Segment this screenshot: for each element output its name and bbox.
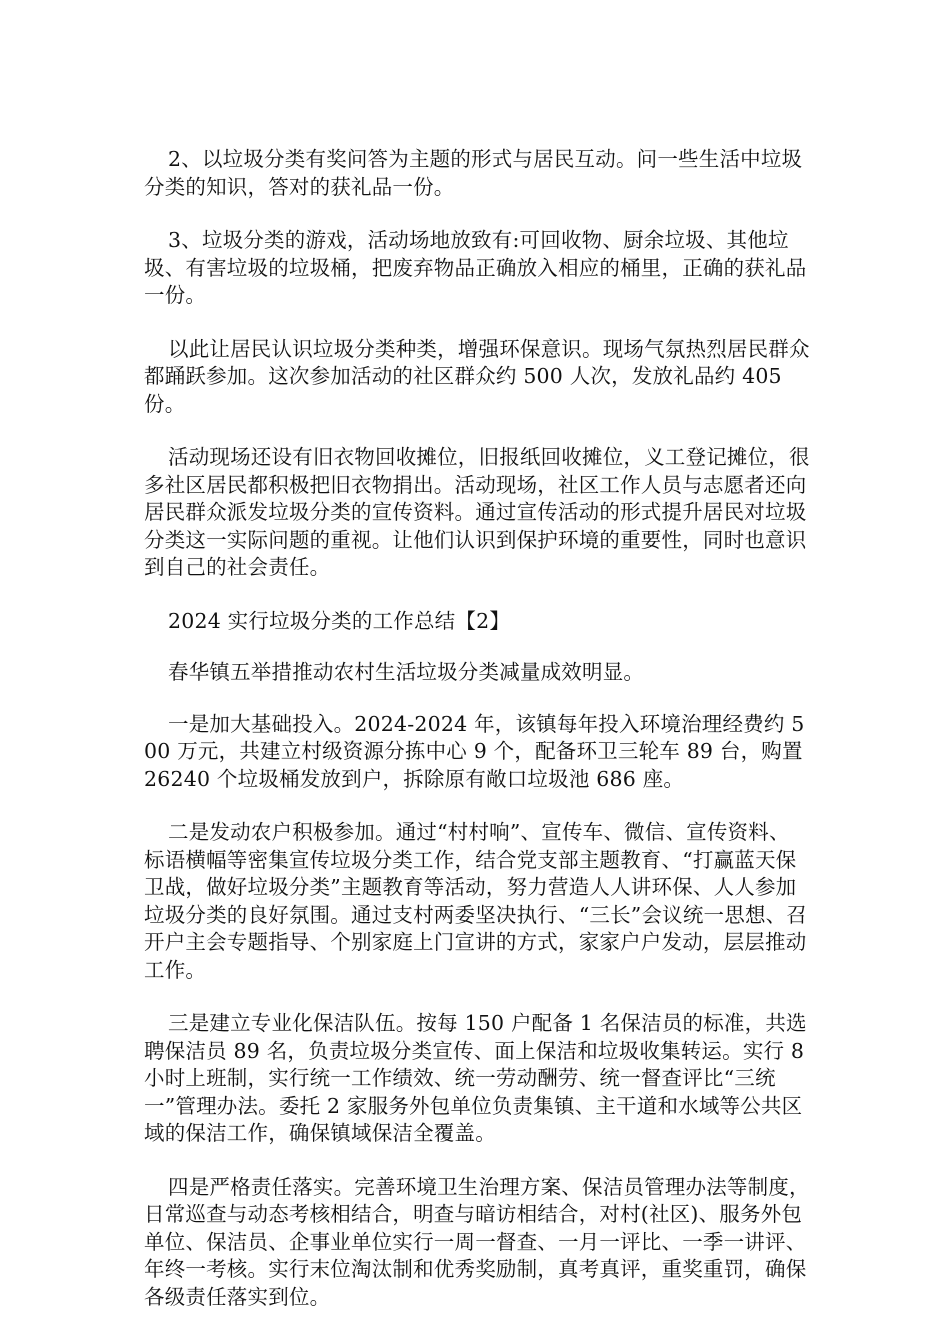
paragraph-sorting-game: 3、垃圾分类的游戏，活动场地放致有:可回收物、厨余垃圾、其他垃圾、有害垃圾的垃圾桶，把废弃物品正确放入相应的桶里，正确的获礼品一份。	[144, 228, 807, 307]
paragraph-recycling-booth: 活动现场还设有旧衣物回收摊位，旧报纸回收摊位，义工登记摊位，很多社区居民都积极把旧衣物捐出。活动现场，社区工作人员与志愿者还向居民群众派发垃圾分类的宣传资料。通过宣传活动的形式提升居民对垃圾分类这一实际问题的重视。让他们认识到保护环境的重要性，同时也意识到自己的社会责任。	[144, 445, 810, 579]
paragraph-measure-four: 四是严格责任落实。完善环境卫生治理方案、保洁员管理办法等制度，日常巡查与动态考核相结合，明查与暗访相结合，对村(社区)、服务外包单位、保洁员、企事业单位实行一周一督查、一月一评比、一季一讲评、年终一考核。实行末位淘汰制和优秀奖励制，真考真评，重奖重罚，确保各级责任落实到位。	[144, 1174, 810, 1309]
paragraph-quiz-activity: 2、以垃圾分类有奖问答为主题的形式与居民互动。问一些生活中垃圾分类的知识，答对的获礼品一份。	[144, 147, 803, 199]
section-heading: 2024 实行垃圾分类的工作总结【2】	[168, 608, 511, 633]
paragraph-measure-two: 二是发动农户积极参加。通过“村村响”、宣传车、微信、宣传资料、标语横幅等密集宣传垃圾分类工作，结合党支部主题教育、“打赢蓝天保卫战，做好垃圾分类”主题教育等活动，努力营造人人讲环保、人人参加垃圾分类的良好氛围。通过支村两委坚决执行、“三长”会议统一思想、召开户主会专题指导、个别家庭上门宣讲的方式，家家户户发动，层层推动工作。	[144, 820, 808, 982]
paragraph-awareness-result: 以此让居民认识垃圾分类种类，增强环保意识。现场气氛热烈居民群众都踊跃参加。这次参加活动的社区群众约 500 人次，发放礼品约 405 份。	[144, 336, 810, 416]
paragraph-measure-three: 三是建立专业化保洁队伍。按每 150 户配备 1 名保洁员的标准，共选聘保洁员 89 名，负责垃圾分类宣传、面上保洁和垃圾收集转运。实行 8 小时上班制，实行统一工作绩效、统一劳动酬劳、统一督查评比“三统一”管理办法。委托 2 家服务外包单位负责集镇、主干道和水域等公共区域的保洁工作，确保镇域保洁全覆盖。	[144, 1011, 807, 1145]
document-body	[144, 146, 810, 1311]
paragraph-measure-one: 一是加大基础投入。2024-2024 年，该镇每年投入环境治理经费约 500 万元，共建立村级资源分拣中心 9 个，配备环卫三轮车 89 台，购置 26240 个垃圾桶发放到户，拆除原有敞口垃圾池 686 座。	[144, 711, 805, 791]
paragraph-summary-intro: 春华镇五举措推动农村生活垃圾分类减量成效明显。	[168, 660, 645, 684]
